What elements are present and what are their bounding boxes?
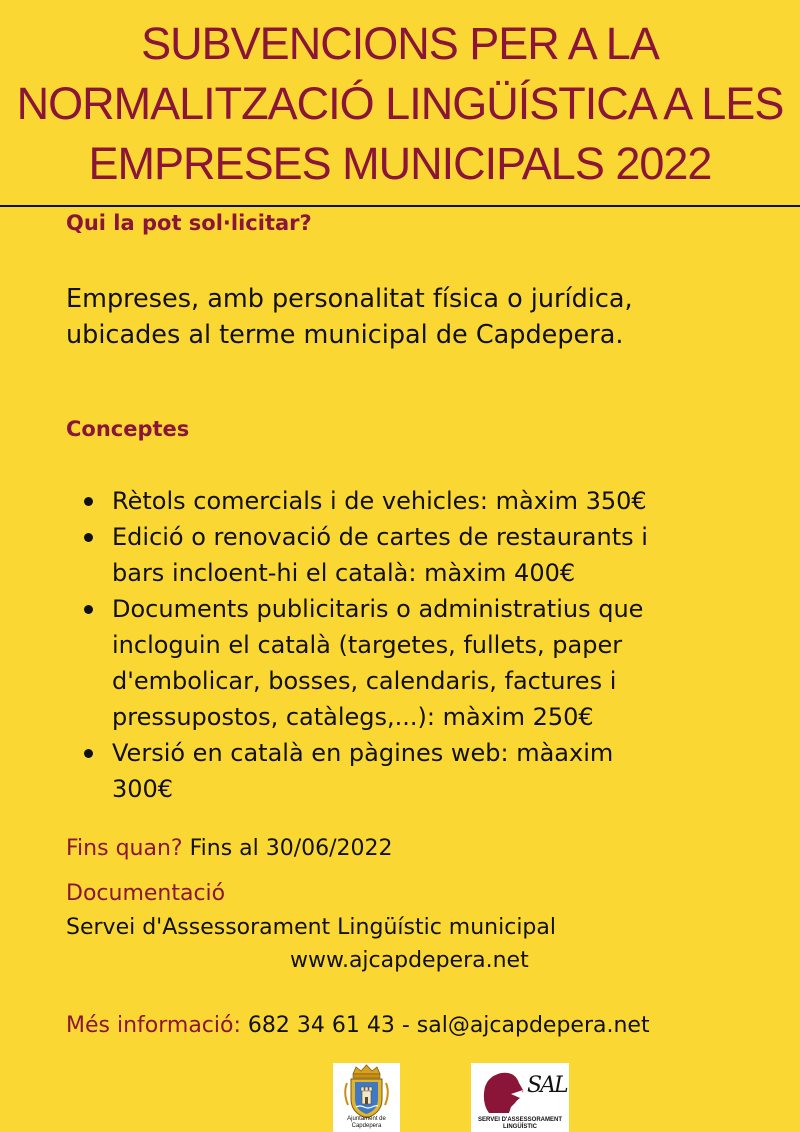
deadline-value: Fins al 30/06/2022 [189, 836, 393, 861]
list-item-line: 300€ [112, 775, 174, 803]
concepts-list [78, 483, 738, 807]
list-item-line: Rètols comercials i de vehicles: màxim 350€ [112, 487, 647, 515]
list-item-line: Versió en català en pàgines web: màaxim [112, 739, 614, 767]
sal-caption [471, 1117, 569, 1131]
list-item-line: incloguin el català (targetes, fullets, paper [112, 631, 623, 659]
deadline [66, 834, 393, 864]
who-heading: Qui la pot sol·licitar? [66, 211, 312, 235]
title-line: SUBVENCIONS PER A LA [141, 18, 659, 69]
documentation-website[interactable]: www.ajcapdepera.net [290, 948, 529, 973]
who-text [66, 281, 786, 353]
list-item-line: bars incloent-hi el català: màxim 400€ [112, 559, 576, 587]
list-item-line: Documents publicitaris o administratius que [112, 595, 644, 623]
sal-caption-line: LINGÜÍSTIC [503, 1124, 537, 1130]
more-info [66, 1010, 650, 1042]
who-text-line: Empreses, amb personalitat física o jurídica, [66, 284, 633, 314]
list-item [78, 591, 738, 735]
list-item [78, 735, 738, 807]
list-item-line: pressupostos, catàlegs,...): màxim 250€ [112, 703, 594, 731]
sal-logo [471, 1063, 569, 1132]
deadline-label: Fins quan? [66, 836, 183, 861]
more-info-value[interactable]: 682 34 61 43 - sal@ajcapdepera.net [247, 1013, 650, 1038]
sal-caption-line: SERVEI D'ASSESSORAMENT [478, 1117, 562, 1123]
concepts-heading: Conceptes [66, 417, 190, 441]
who-text-line: ubicades al terme municipal de Capdepera. [66, 320, 624, 350]
ajuntament-caption: Ajuntament de Capdepera [347, 1116, 386, 1129]
ajuntament-logo [333, 1063, 400, 1132]
more-info-label: Més informació: [66, 1013, 241, 1038]
title-line: NORMALITZACIÓ LINGÜÍSTICA A LES [16, 78, 784, 129]
divider [0, 205, 800, 207]
list-item-line: d'embolicar, bosses, calendaris, factures i [112, 667, 617, 695]
title-line: EMPRESES MUNICIPALS 2022 [88, 138, 712, 189]
documentation-heading: Documentació [66, 881, 226, 906]
coat-of-arms-icon [333, 1063, 400, 1121]
page-title [0, 14, 800, 194]
list-item-line: Edició o renovació de cartes de restaurants i [112, 523, 648, 551]
documentation-text: Servei d'Assessorament Lingüístic municipal [66, 915, 556, 940]
list-item [78, 483, 738, 519]
list-item [78, 519, 738, 591]
sal-mark: SAL [527, 1073, 567, 1098]
